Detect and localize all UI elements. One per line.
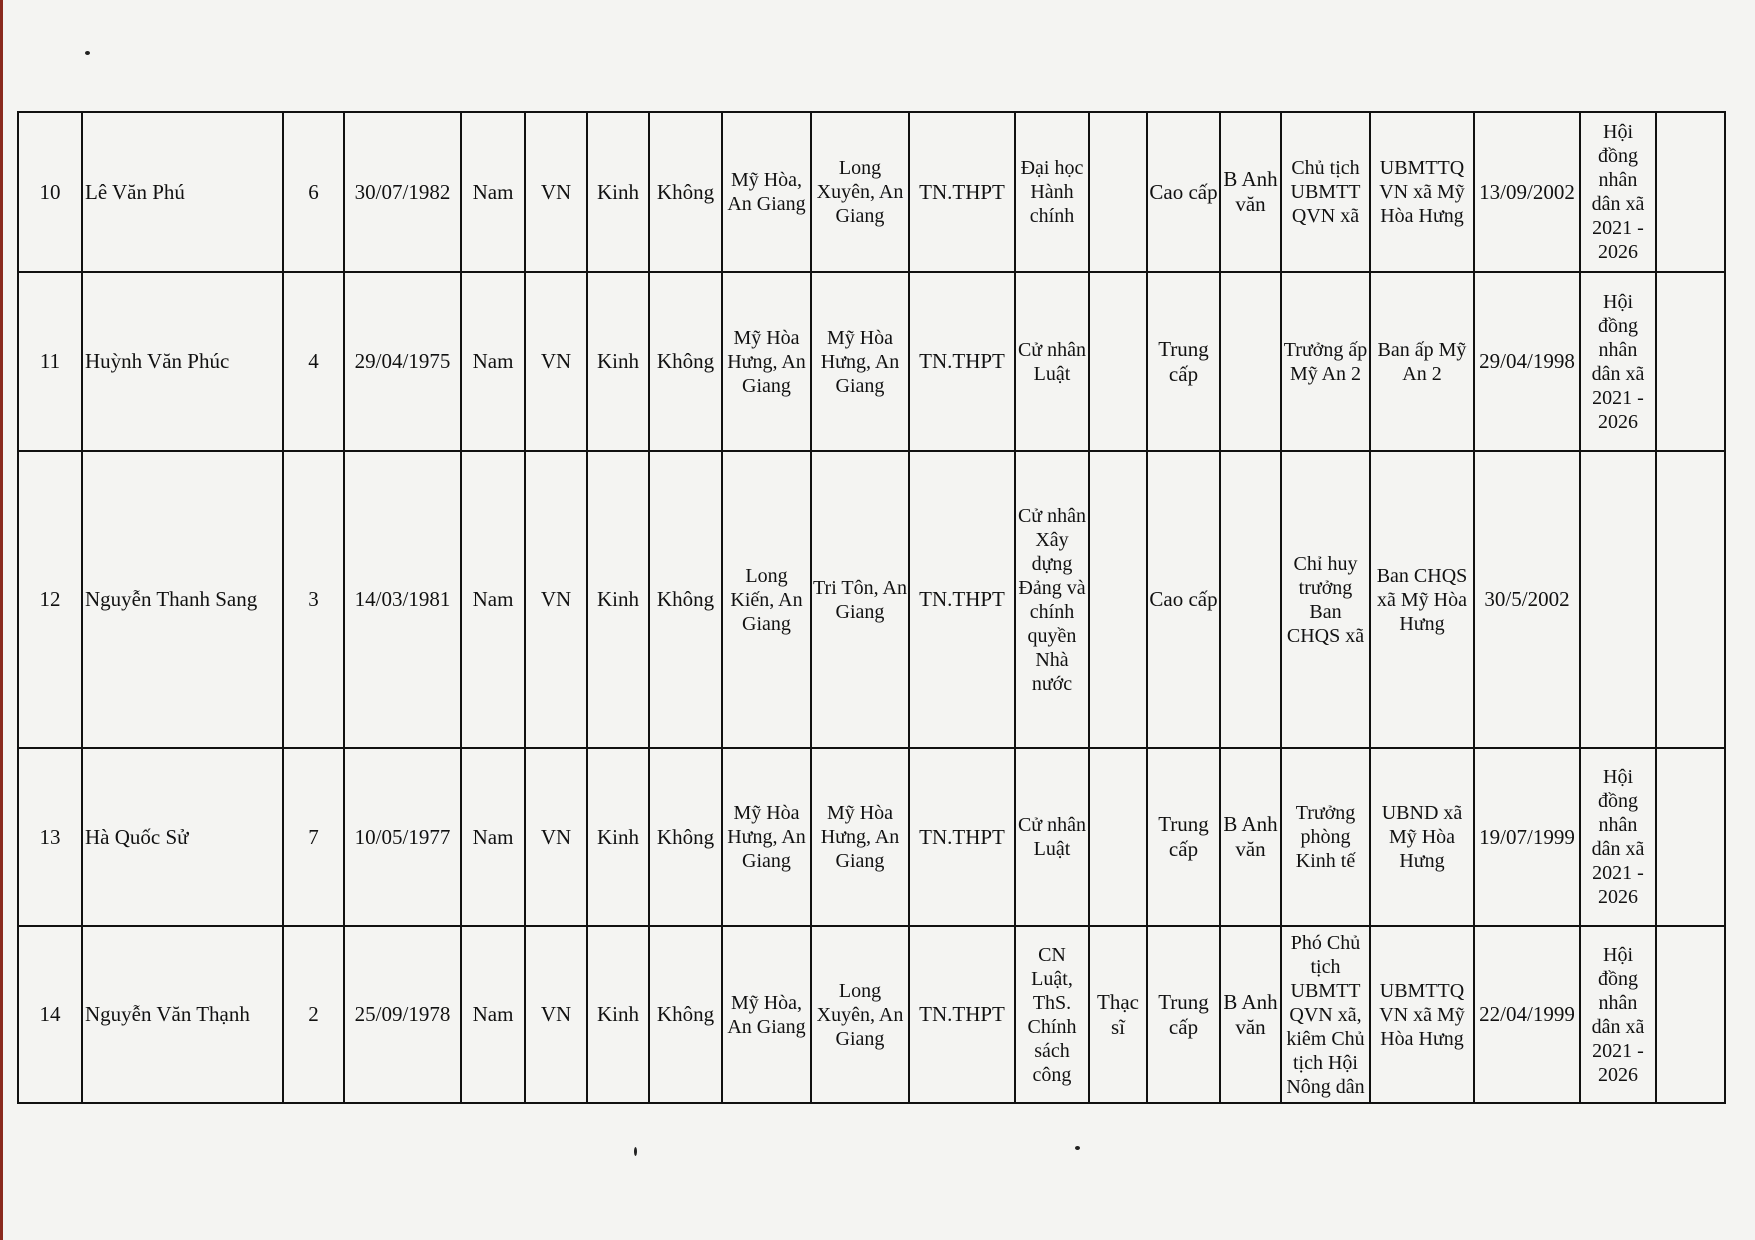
- gender-cell: Nam: [461, 748, 525, 926]
- order-cell: 4: [283, 272, 344, 451]
- order-cell: 7: [283, 748, 344, 926]
- council-cell: [1580, 451, 1656, 748]
- specialty-cell: Cử nhân Luật: [1015, 272, 1089, 451]
- dob-cell: 14/03/1981: [344, 451, 461, 748]
- religion-cell: Không: [649, 926, 722, 1103]
- workplace-cell: Ban CHQS xã Mỹ Hòa Hưng: [1370, 451, 1474, 748]
- language-cell: B Anh văn: [1220, 112, 1281, 272]
- blank-cell: [1656, 112, 1725, 272]
- name-cell: Lê Văn Phú: [82, 112, 283, 272]
- specialty-cell: CN Luật, ThS. Chính sách công: [1015, 926, 1089, 1103]
- general-edu-cell: TN.THPT: [909, 451, 1015, 748]
- residence-cell: Mỹ Hòa Hưng, An Giang: [811, 748, 909, 926]
- scan-speck: [634, 1147, 637, 1156]
- council-cell: Hội đồng nhân dân xã 2021 - 2026: [1580, 926, 1656, 1103]
- blank-cell: [1656, 272, 1725, 451]
- stt-cell: 10: [18, 112, 82, 272]
- degree-cell: [1089, 748, 1147, 926]
- blank-cell: [1656, 748, 1725, 926]
- residence-cell: Long Xuyên, An Giang: [811, 926, 909, 1103]
- ethnicity-cell: Kinh: [587, 451, 649, 748]
- blank-cell: [1656, 926, 1725, 1103]
- party-date-cell: 19/07/1999: [1474, 748, 1580, 926]
- degree-cell: [1089, 451, 1147, 748]
- degree-cell: [1089, 112, 1147, 272]
- ethnicity-cell: Kinh: [587, 748, 649, 926]
- candidate-table: [17, 111, 1726, 1104]
- language-cell: B Anh văn: [1220, 748, 1281, 926]
- political-theory-cell: Trung cấp: [1147, 926, 1220, 1103]
- council-cell: Hội đồng nhân dân xã 2021 - 2026: [1580, 272, 1656, 451]
- name-cell: Nguyễn Thanh Sang: [82, 451, 283, 748]
- stt-cell: 14: [18, 926, 82, 1103]
- blank-cell: [1656, 451, 1725, 748]
- specialty-cell: Đại học Hành chính: [1015, 112, 1089, 272]
- gender-cell: Nam: [461, 272, 525, 451]
- dob-cell: 10/05/1977: [344, 748, 461, 926]
- religion-cell: Không: [649, 748, 722, 926]
- language-cell: [1220, 451, 1281, 748]
- nationality-cell: VN: [525, 112, 587, 272]
- language-cell: [1220, 272, 1281, 451]
- nationality-cell: VN: [525, 748, 587, 926]
- dob-cell: 29/04/1975: [344, 272, 461, 451]
- scan-edge: [0, 0, 3, 1240]
- party-date-cell: 13/09/2002: [1474, 112, 1580, 272]
- degree-cell: Thạc sĩ: [1089, 926, 1147, 1103]
- table-row: [18, 748, 1725, 926]
- table-row: [18, 926, 1725, 1103]
- general-edu-cell: TN.THPT: [909, 112, 1015, 272]
- table-row: [18, 112, 1725, 272]
- gender-cell: Nam: [461, 112, 525, 272]
- general-edu-cell: TN.THPT: [909, 926, 1015, 1103]
- name-cell: Huỳnh Văn Phúc: [82, 272, 283, 451]
- general-edu-cell: TN.THPT: [909, 272, 1015, 451]
- workplace-cell: UBMTTQ VN xã Mỹ Hòa Hưng: [1370, 926, 1474, 1103]
- nationality-cell: VN: [525, 272, 587, 451]
- scan-speck: [1075, 1146, 1080, 1150]
- gender-cell: Nam: [461, 451, 525, 748]
- party-date-cell: 22/04/1999: [1474, 926, 1580, 1103]
- nationality-cell: VN: [525, 926, 587, 1103]
- political-theory-cell: Trung cấp: [1147, 748, 1220, 926]
- residence-cell: Mỹ Hòa Hưng, An Giang: [811, 272, 909, 451]
- degree-cell: [1089, 272, 1147, 451]
- table-row: [18, 451, 1725, 748]
- workplace-cell: UBND xã Mỹ Hòa Hưng: [1370, 748, 1474, 926]
- gender-cell: Nam: [461, 926, 525, 1103]
- religion-cell: Không: [649, 272, 722, 451]
- council-cell: Hội đồng nhân dân xã 2021 - 2026: [1580, 112, 1656, 272]
- position-cell: Trưởng phòng Kinh tế: [1281, 748, 1370, 926]
- specialty-cell: Cử nhân Xây dựng Đảng và chính quyền Nhà nước: [1015, 451, 1089, 748]
- birthplace-cell: Long Kiến, An Giang: [722, 451, 811, 748]
- order-cell: 2: [283, 926, 344, 1103]
- birthplace-cell: Mỹ Hòa, An Giang: [722, 112, 811, 272]
- religion-cell: Không: [649, 112, 722, 272]
- birthplace-cell: Mỹ Hòa, An Giang: [722, 926, 811, 1103]
- political-theory-cell: Cao cấp: [1147, 112, 1220, 272]
- position-cell: Trưởng ấp Mỹ An 2: [1281, 272, 1370, 451]
- workplace-cell: Ban ấp Mỹ An 2: [1370, 272, 1474, 451]
- party-date-cell: 29/04/1998: [1474, 272, 1580, 451]
- birthplace-cell: Mỹ Hòa Hưng, An Giang: [722, 748, 811, 926]
- residence-cell: Tri Tôn, An Giang: [811, 451, 909, 748]
- general-edu-cell: TN.THPT: [909, 748, 1015, 926]
- position-cell: Phó Chủ tịch UBMTT QVN xã, kiêm Chủ tịch Hội Nông dân: [1281, 926, 1370, 1103]
- political-theory-cell: Trung cấp: [1147, 272, 1220, 451]
- ethnicity-cell: Kinh: [587, 926, 649, 1103]
- stt-cell: 13: [18, 748, 82, 926]
- council-cell: Hội đồng nhân dân xã 2021 - 2026: [1580, 748, 1656, 926]
- religion-cell: Không: [649, 451, 722, 748]
- scan-speck: [85, 51, 90, 55]
- order-cell: 6: [283, 112, 344, 272]
- ethnicity-cell: Kinh: [587, 112, 649, 272]
- birthplace-cell: Mỹ Hòa Hưng, An Giang: [722, 272, 811, 451]
- table-row: [18, 272, 1725, 451]
- stt-cell: 11: [18, 272, 82, 451]
- dob-cell: 30/07/1982: [344, 112, 461, 272]
- name-cell: Hà Quốc Sử: [82, 748, 283, 926]
- order-cell: 3: [283, 451, 344, 748]
- name-cell: Nguyễn Văn Thạnh: [82, 926, 283, 1103]
- ethnicity-cell: Kinh: [587, 272, 649, 451]
- dob-cell: 25/09/1978: [344, 926, 461, 1103]
- workplace-cell: UBMTTQ VN xã Mỹ Hòa Hưng: [1370, 112, 1474, 272]
- language-cell: B Anh văn: [1220, 926, 1281, 1103]
- political-theory-cell: Cao cấp: [1147, 451, 1220, 748]
- position-cell: Chủ tịch UBMTT QVN xã: [1281, 112, 1370, 272]
- position-cell: Chỉ huy trưởng Ban CHQS xã: [1281, 451, 1370, 748]
- stt-cell: 12: [18, 451, 82, 748]
- specialty-cell: Cử nhân Luật: [1015, 748, 1089, 926]
- nationality-cell: VN: [525, 451, 587, 748]
- party-date-cell: 30/5/2002: [1474, 451, 1580, 748]
- residence-cell: Long Xuyên, An Giang: [811, 112, 909, 272]
